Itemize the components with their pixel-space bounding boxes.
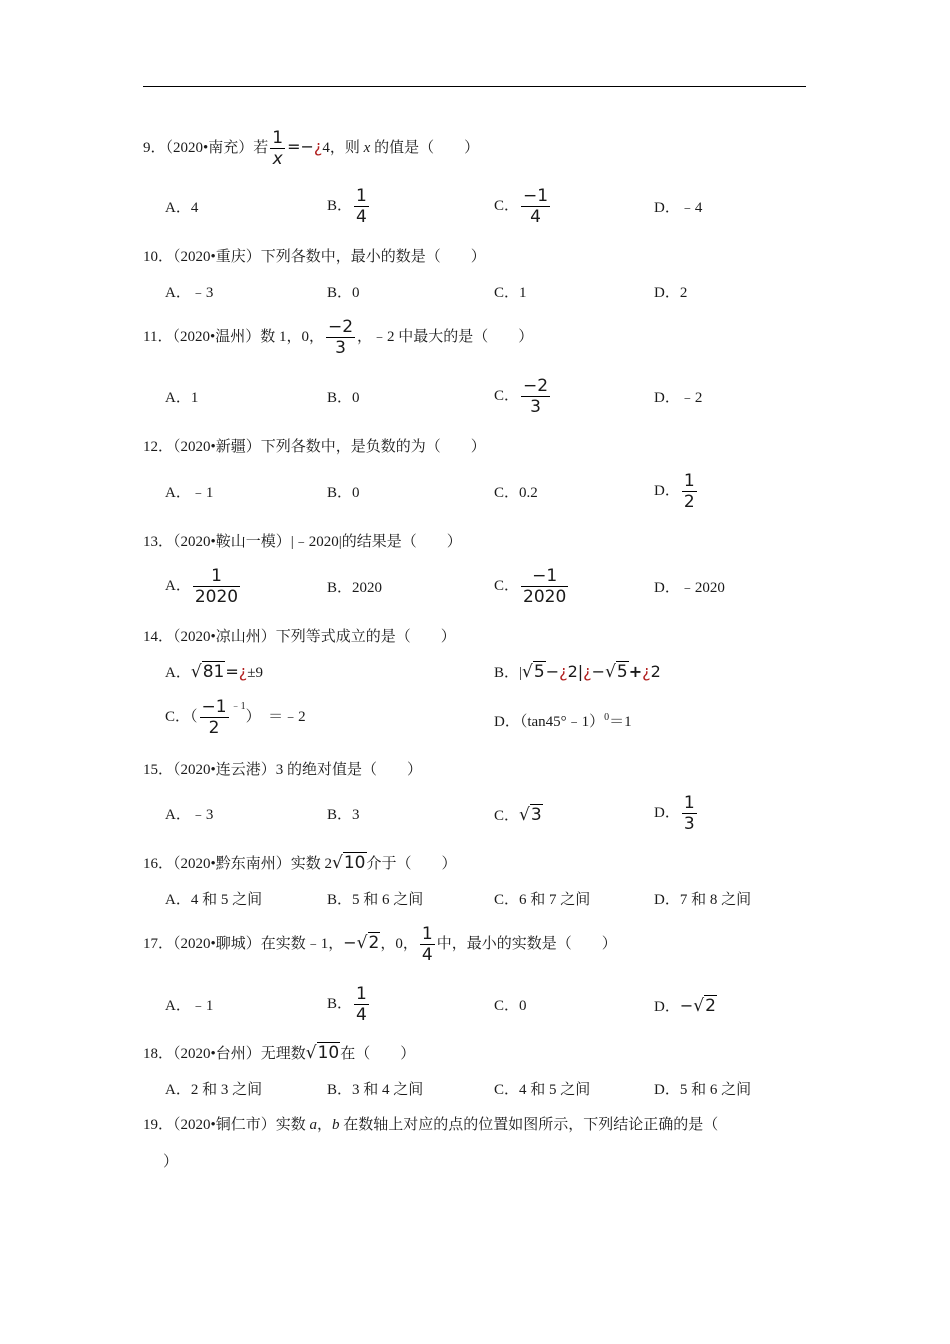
question-9: 9．（2020•南充）若 $\frac{1}{x}$ =−¿4，则 x 的值是（ ） [143,128,480,169]
option-a: A． $\frac{1}{2020}$ [165,566,239,607]
option-b: B．0 [327,285,360,301]
question-12: 12．（2020•新疆）下列各数中，是负数的为（ ） [143,439,486,455]
option-a: A．﹣1 [165,998,214,1014]
option-a: A．1 [165,390,199,406]
option-a: A．4 和 5 之间 [165,892,263,908]
option-b: B．0 [327,485,360,501]
option-c: C．（ $\frac{-1}{2}$ $^{﹣1}$） ＝﹣2 [165,697,306,738]
option-c: C．0 [494,998,527,1014]
header-rule [143,86,806,87]
option-b: B．0 [327,390,360,406]
option-b: B． $\frac{1}{4}$ [327,984,367,1025]
option-b: B．|√5−¿2|¿−√5+¿2 [494,662,661,682]
question-16: 16．（2020•黔东南州）实数 2√10介于（ ） [143,853,457,873]
question-13: 13．（2020•鞍山一模）|﹣2020|的结果是（ ） [143,534,462,550]
option-d: D．﹣2 [654,390,703,406]
question-18: 18．（2020•台州）无理数√10在（ ） [143,1043,416,1063]
option-b: B．3 [327,807,360,823]
option-d: D．（tan45°﹣1）$^0$＝1 [494,712,632,730]
option-b: B．3 和 4 之间 [327,1082,424,1098]
option-c: C． $\frac{-1}{2020}$ [494,566,567,607]
question-19-line2: ） [163,1154,179,1170]
option-d: D．7 和 8 之间 [654,892,752,908]
option-c: C．√3 [494,805,542,825]
question-11: 11．（2020•温州）数 1，0， $\frac{-2}{3}$ ，﹣2 中最大的是（ ） [143,317,534,358]
option-d: D． $\frac{1}{3}$ [654,793,695,834]
option-a: A．﹣3 [165,285,214,301]
option-d: D．﹣4 [654,200,703,216]
question-stem: 9．（2020•南充）若 [143,139,269,156]
question-14: 14．（2020•凉山州）下列等式成立的是（ ） [143,629,456,645]
option-d: D．﹣2020 [654,580,725,596]
option-c: C．4 和 5 之间 [494,1082,591,1098]
question-19: 19．（2020•铜仁市）实数 a，b 在数轴上对应的点的位置如图所示，下列结论正确的是（ [143,1117,719,1133]
option-a: A．﹣3 [165,807,214,823]
option-c: C．6 和 7 之间 [494,892,591,908]
option-c: C． $\frac{-2}{3}$ [494,376,549,417]
option-d: D．5 和 6 之间 [654,1082,752,1098]
question-10: 10．（2020•重庆）下列各数中，最小的数是（ ） [143,249,486,265]
option-b: B． $\frac{1}{4}$ [327,186,367,227]
question-15: 15．（2020•连云港）3 的绝对值是（ ） [143,762,423,778]
option-a: A．√81=¿±9 [165,662,263,682]
option-d: D．2 [654,285,688,301]
question-17: 17．（2020•聊城）在实数﹣1，−√2，0， $\frac{1}{4}$ 中，最小的实数是（ ） [143,924,617,965]
option-a: A．4 [165,200,199,216]
option-c: C．1 [494,285,527,301]
option-d: D． $\frac{1}{2}$ [654,471,695,512]
option-b: B．2020 [327,580,383,596]
option-d: D．−√2 [654,996,716,1016]
option-b: B．5 和 6 之间 [327,892,424,908]
option-c: C． $\frac{-1}{4}$ [494,186,549,227]
option-c: C．0.2 [494,485,538,501]
option-a: A．﹣1 [165,485,214,501]
fraction: $\frac{1}{x}$ [272,128,284,169]
option-a: A．2 和 3 之间 [165,1082,263,1098]
